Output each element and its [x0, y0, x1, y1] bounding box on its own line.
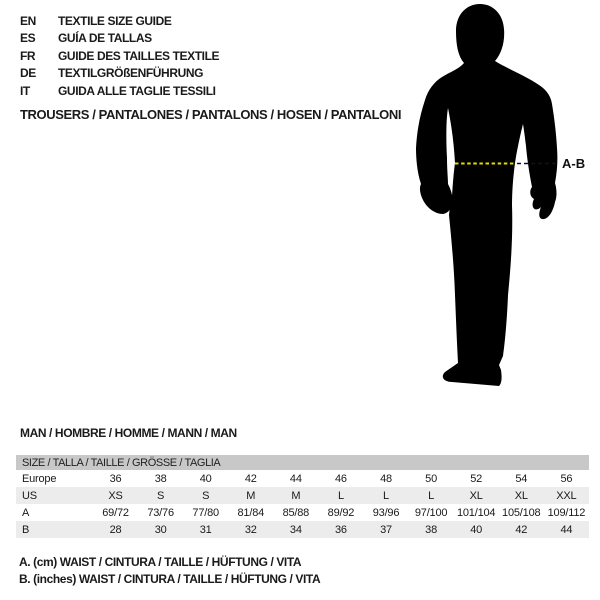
table-cell: 38 [154, 472, 167, 485]
table-cell: 81/84 [237, 506, 265, 519]
table-cell: 40 [470, 523, 483, 536]
table-cell: 36 [335, 523, 347, 536]
table-row-europe [16, 470, 589, 487]
table-cell: M [246, 489, 256, 502]
table-cell: 30 [154, 523, 167, 536]
measure-label-ab: A-B [562, 156, 586, 171]
table-cell: 38 [425, 523, 437, 536]
table-cell: 89/92 [327, 506, 355, 519]
table-cell: 28 [109, 523, 122, 536]
table-cell: L [428, 489, 435, 502]
table-row-a-cm [16, 504, 589, 521]
table-cell: L [383, 489, 389, 502]
table-cell: 52 [470, 472, 483, 485]
table-cell: XL [514, 489, 528, 502]
table-cell: 46 [335, 472, 347, 485]
guide-title-fr: GUIDE DES TAILLES TEXTILE [58, 48, 220, 63]
measure-notes [19, 554, 320, 587]
row-label-europe: Europe [22, 472, 57, 485]
row-label-a: A [22, 506, 30, 519]
table-cell: XXL [556, 489, 577, 502]
table-row-us [16, 487, 589, 504]
legend-row-it [20, 83, 219, 100]
table-cell: 37 [380, 523, 392, 536]
table-cell: M [291, 489, 301, 502]
table-cell: 40 [199, 472, 212, 485]
table-cell: 93/96 [372, 506, 400, 519]
table-cell: 34 [289, 523, 302, 536]
legend-row-en [20, 13, 219, 30]
legend-row-de [20, 65, 219, 82]
table-cell: 31 [199, 523, 212, 536]
language-code: DE [20, 66, 36, 81]
man-silhouette-figure [400, 0, 600, 420]
category-title: TROUSERS / PANTALONES / PANTALONS / HOSEN / PANTALONI [20, 107, 402, 122]
table-cell: 42 [244, 472, 257, 485]
guide-title-it: GUIDA ALLE TAGLIE TESSILI [58, 83, 216, 98]
table-cell: 85/88 [282, 506, 310, 519]
guide-title-es: GUÍA DE TALLAS [58, 31, 152, 46]
language-code: ES [20, 31, 36, 46]
table-cell: 36 [109, 472, 122, 485]
table-cell: 48 [380, 472, 392, 485]
legend-row-fr [20, 48, 219, 65]
table-cell: 50 [425, 472, 437, 485]
language-code: IT [20, 83, 30, 98]
table-header-title: SIZE / TALLA / TAILLE / GRÖSSE / TAGLIA [16, 455, 589, 470]
size-table [16, 455, 589, 538]
note-a-cm: A. (cm) WAIST / CINTURA / TAILLE / HÜFTUNG / VITA [19, 555, 302, 569]
table-cell: XS [108, 489, 123, 502]
legend-row-es [20, 30, 219, 47]
table-cell: 77/80 [192, 506, 219, 519]
table-cell: 105/108 [502, 506, 541, 519]
language-legend [20, 13, 219, 100]
table-cell: 54 [515, 472, 528, 485]
table-cell: 44 [289, 472, 302, 485]
table-cell: 73/76 [147, 506, 174, 519]
table-header-row [16, 455, 589, 470]
table-cell: XL [469, 489, 483, 502]
note-b-inches: B. (inches) WAIST / CINTURA / TAILLE / HÜFTUNG / VITA [19, 571, 321, 586]
table-cell: S [157, 489, 165, 502]
table-cell: 97/100 [414, 506, 448, 519]
table-cell: 32 [244, 523, 257, 536]
table-cell: S [202, 489, 210, 502]
table-cell: 44 [560, 523, 573, 536]
table-row-b-inches [16, 521, 589, 538]
section-title-man: MAN / HOMBRE / HOMME / MANN / MAN [20, 426, 237, 440]
row-label-us: US [22, 489, 37, 502]
table-cell: 56 [560, 472, 573, 485]
language-code: EN [20, 14, 36, 28]
row-label-b: B [22, 523, 30, 536]
table-cell: 42 [515, 523, 528, 536]
table-cell: 109/112 [547, 506, 586, 519]
guide-title-de: TEXTILGRÖßENFÜHRUNG [58, 66, 204, 81]
guide-title-en: TEXTILE SIZE GUIDE [58, 14, 172, 28]
table-cell: L [337, 489, 344, 502]
language-code: FR [20, 48, 36, 63]
man-silhouette [400, 0, 600, 420]
table-cell: 101/104 [456, 506, 496, 519]
table-cell: 69/72 [102, 506, 129, 519]
man-silhouette-shape [416, 4, 557, 386]
